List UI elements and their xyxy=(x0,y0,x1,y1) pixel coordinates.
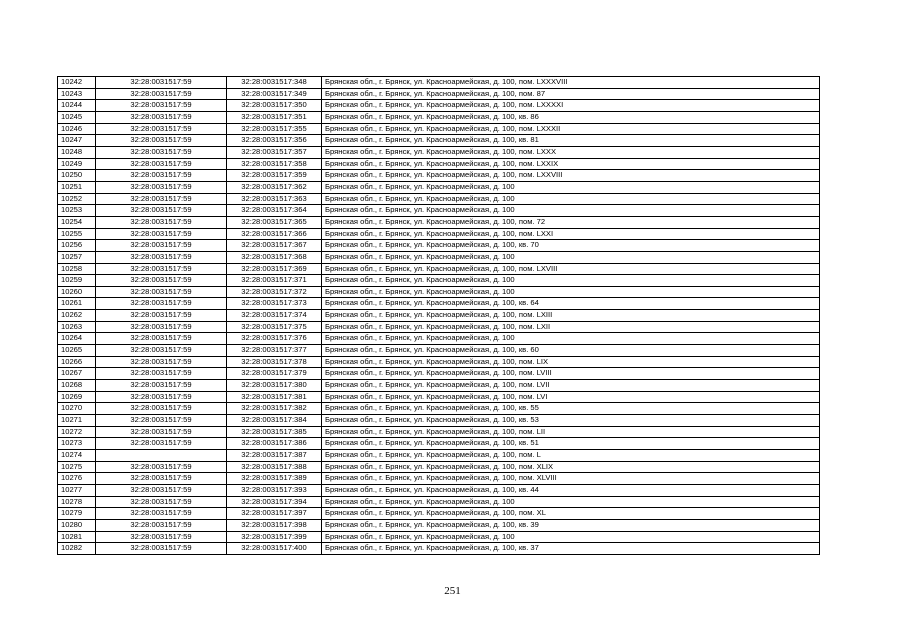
parent-cadastral-cell: 32:28:0031517:59 xyxy=(96,543,227,555)
table-row xyxy=(58,263,820,275)
table-row xyxy=(58,240,820,252)
address-cell: Брянская обл., г. Брянск, ул. Красноармейская, д. 100, кв. 64 xyxy=(322,298,820,310)
cadastral-number-cell: 32:28:0031517:358 xyxy=(227,158,322,170)
parent-cadastral-cell: 32:28:0031517:59 xyxy=(96,170,227,182)
row-number-cell: 10268 xyxy=(58,380,96,392)
page-number: 251 xyxy=(444,585,461,597)
row-number-cell: 10261 xyxy=(58,298,96,310)
cadastral-number-cell: 32:28:0031517:379 xyxy=(227,368,322,380)
parent-cadastral-cell: 32:28:0031517:59 xyxy=(96,519,227,531)
row-number-cell: 10269 xyxy=(58,391,96,403)
row-number-cell: 10258 xyxy=(58,263,96,275)
parent-cadastral-cell: 32:28:0031517:59 xyxy=(96,158,227,170)
address-cell: Брянская обл., г. Брянск, ул. Красноармейская, д. 100, пом. 87 xyxy=(322,88,820,100)
row-number-cell: 10267 xyxy=(58,368,96,380)
cadastral-number-cell: 32:28:0031517:386 xyxy=(227,438,322,450)
table-row xyxy=(58,100,820,112)
table-row xyxy=(58,496,820,508)
cadastral-number-cell: 32:28:0031517:348 xyxy=(227,77,322,89)
address-cell: Брянская обл., г. Брянск, ул. Красноармейская, д. 100, пом. LIX xyxy=(322,356,820,368)
table-row xyxy=(58,368,820,380)
row-number-cell: 10272 xyxy=(58,426,96,438)
cadastral-number-cell: 32:28:0031517:359 xyxy=(227,170,322,182)
address-cell: Брянская обл., г. Брянск, ул. Красноармейская, д. 100 xyxy=(322,286,820,298)
address-cell: Брянская обл., г. Брянск, ул. Красноармейская, д. 100 xyxy=(322,531,820,543)
address-cell: Брянская обл., г. Брянск, ул. Красноармейская, д. 100, пом. LXII xyxy=(322,321,820,333)
address-cell: Брянская обл., г. Брянск, ул. Красноармейская, д. 100, кв. 55 xyxy=(322,403,820,415)
parent-cadastral-cell: 32:28:0031517:59 xyxy=(96,473,227,485)
cadastral-number-cell: 32:28:0031517:350 xyxy=(227,100,322,112)
parent-cadastral-cell: 32:28:0031517:59 xyxy=(96,135,227,147)
cadastral-number-cell: 32:28:0031517:380 xyxy=(227,380,322,392)
table-row xyxy=(58,403,820,415)
row-number-cell: 10281 xyxy=(58,531,96,543)
table-row xyxy=(58,158,820,170)
parent-cadastral-cell: 32:28:0031517:59 xyxy=(96,111,227,123)
cadastral-number-cell: 32:28:0031517:362 xyxy=(227,181,322,193)
row-number-cell: 10264 xyxy=(58,333,96,345)
table-row xyxy=(58,123,820,135)
parent-cadastral-cell: 32:28:0031517:59 xyxy=(96,228,227,240)
cadastral-number-cell: 32:28:0031517:389 xyxy=(227,473,322,485)
cadastral-number-cell: 32:28:0031517:381 xyxy=(227,391,322,403)
table-row xyxy=(58,310,820,322)
row-number-cell: 10275 xyxy=(58,461,96,473)
row-number-cell: 10278 xyxy=(58,496,96,508)
address-cell: Брянская обл., г. Брянск, ул. Красноармейская, д. 100, пом. LXXX xyxy=(322,146,820,158)
cadastral-number-cell: 32:28:0031517:371 xyxy=(227,275,322,287)
table-row xyxy=(58,415,820,427)
row-number-cell: 10270 xyxy=(58,403,96,415)
table-row xyxy=(58,473,820,485)
cadastral-number-cell: 32:28:0031517:385 xyxy=(227,426,322,438)
row-number-cell: 10244 xyxy=(58,100,96,112)
row-number-cell: 10250 xyxy=(58,170,96,182)
row-number-cell: 10276 xyxy=(58,473,96,485)
parent-cadastral-cell: 32:28:0031517:59 xyxy=(96,77,227,89)
table-body xyxy=(58,77,820,555)
address-cell: Брянская обл., г. Брянск, ул. Красноармейская, д. 100, кв. 37 xyxy=(322,543,820,555)
table-row xyxy=(58,251,820,263)
table-row xyxy=(58,298,820,310)
table-row xyxy=(58,77,820,89)
cadastral-number-cell: 32:28:0031517:351 xyxy=(227,111,322,123)
cadastral-number-cell: 32:28:0031517:373 xyxy=(227,298,322,310)
parent-cadastral-cell: 32:28:0031517:59 xyxy=(96,345,227,357)
parent-cadastral-cell xyxy=(96,450,227,462)
table-row xyxy=(58,205,820,217)
parent-cadastral-cell: 32:28:0031517:59 xyxy=(96,391,227,403)
address-cell: Брянская обл., г. Брянск, ул. Красноармейская, д. 100 xyxy=(322,333,820,345)
parent-cadastral-cell: 32:28:0031517:59 xyxy=(96,403,227,415)
address-cell: Брянская обл., г. Брянск, ул. Красноармейская, д. 100, пом. LXVIII xyxy=(322,263,820,275)
address-cell: Брянская обл., г. Брянск, ул. Красноармейская, д. 100 xyxy=(322,205,820,217)
parent-cadastral-cell: 32:28:0031517:59 xyxy=(96,438,227,450)
table-row xyxy=(58,426,820,438)
cadastral-number-cell: 32:28:0031517:393 xyxy=(227,484,322,496)
row-number-cell: 10248 xyxy=(58,146,96,158)
parent-cadastral-cell: 32:28:0031517:59 xyxy=(96,496,227,508)
table-row xyxy=(58,146,820,158)
parent-cadastral-cell: 32:28:0031517:59 xyxy=(96,275,227,287)
cadastral-number-cell: 32:28:0031517:399 xyxy=(227,531,322,543)
row-number-cell: 10273 xyxy=(58,438,96,450)
row-number-cell: 10262 xyxy=(58,310,96,322)
table-row xyxy=(58,380,820,392)
table-row xyxy=(58,111,820,123)
row-number-cell: 10280 xyxy=(58,519,96,531)
address-cell: Брянская обл., г. Брянск, ул. Красноармейская, д. 100, пом. XLVIII xyxy=(322,473,820,485)
address-cell: Брянская обл., г. Брянск, ул. Красноармейская, д. 100, пом. LXXXVIII xyxy=(322,77,820,89)
table-row xyxy=(58,484,820,496)
parent-cadastral-cell: 32:28:0031517:59 xyxy=(96,251,227,263)
cadastral-number-cell: 32:28:0031517:374 xyxy=(227,310,322,322)
address-cell: Брянская обл., г. Брянск, ул. Красноармейская, д. 100, кв. 81 xyxy=(322,135,820,147)
address-cell: Брянская обл., г. Брянск, ул. Красноармейская, д. 100, кв. 44 xyxy=(322,484,820,496)
row-number-cell: 10282 xyxy=(58,543,96,555)
parent-cadastral-cell: 32:28:0031517:59 xyxy=(96,426,227,438)
row-number-cell: 10263 xyxy=(58,321,96,333)
cadastral-number-cell: 32:28:0031517:382 xyxy=(227,403,322,415)
row-number-cell: 10242 xyxy=(58,77,96,89)
address-cell: Брянская обл., г. Брянск, ул. Красноармейская, д. 100, кв. 70 xyxy=(322,240,820,252)
row-number-cell: 10251 xyxy=(58,181,96,193)
table-row xyxy=(58,531,820,543)
row-number-cell: 10279 xyxy=(58,508,96,520)
parent-cadastral-cell: 32:28:0031517:59 xyxy=(96,123,227,135)
cadastral-number-cell: 32:28:0031517:394 xyxy=(227,496,322,508)
cadastral-number-cell: 32:28:0031517:368 xyxy=(227,251,322,263)
cadastral-number-cell: 32:28:0031517:363 xyxy=(227,193,322,205)
table-row xyxy=(58,438,820,450)
table-row xyxy=(58,286,820,298)
address-cell: Брянская обл., г. Брянск, ул. Красноармейская, д. 100, пом. 72 xyxy=(322,216,820,228)
table-row xyxy=(58,170,820,182)
parent-cadastral-cell: 32:28:0031517:59 xyxy=(96,100,227,112)
table-row xyxy=(58,543,820,555)
row-number-cell: 10252 xyxy=(58,193,96,205)
parent-cadastral-cell: 32:28:0031517:59 xyxy=(96,240,227,252)
cadastral-number-cell: 32:28:0031517:384 xyxy=(227,415,322,427)
table-row xyxy=(58,519,820,531)
cadastral-number-cell: 32:28:0031517:387 xyxy=(227,450,322,462)
table-row xyxy=(58,88,820,100)
row-number-cell: 10247 xyxy=(58,135,96,147)
parent-cadastral-cell: 32:28:0031517:59 xyxy=(96,310,227,322)
address-cell: Брянская обл., г. Брянск, ул. Красноармейская, д. 100, пом. LXIII xyxy=(322,310,820,322)
cadastral-number-cell: 32:28:0031517:356 xyxy=(227,135,322,147)
parent-cadastral-cell: 32:28:0031517:59 xyxy=(96,368,227,380)
table-row xyxy=(58,333,820,345)
parent-cadastral-cell: 32:28:0031517:59 xyxy=(96,380,227,392)
parent-cadastral-cell: 32:28:0031517:59 xyxy=(96,484,227,496)
parent-cadastral-cell: 32:28:0031517:59 xyxy=(96,356,227,368)
row-number-cell: 10253 xyxy=(58,205,96,217)
address-cell: Брянская обл., г. Брянск, ул. Красноармейская, д. 100, пом. LVI xyxy=(322,391,820,403)
row-number-cell: 10255 xyxy=(58,228,96,240)
table-row xyxy=(58,461,820,473)
row-number-cell: 10254 xyxy=(58,216,96,228)
address-cell: Брянская обл., г. Брянск, ул. Красноармейская, д. 100, пом. LVII xyxy=(322,380,820,392)
cadastral-number-cell: 32:28:0031517:349 xyxy=(227,88,322,100)
address-cell: Брянская обл., г. Брянск, ул. Красноармейская, д. 100 xyxy=(322,181,820,193)
parent-cadastral-cell: 32:28:0031517:59 xyxy=(96,146,227,158)
table-row xyxy=(58,345,820,357)
row-number-cell: 10249 xyxy=(58,158,96,170)
address-cell: Брянская обл., г. Брянск, ул. Красноармейская, д. 100, пом. L xyxy=(322,450,820,462)
address-cell: Брянская обл., г. Брянск, ул. Красноармейская, д. 100, пом. LXXVIII xyxy=(322,170,820,182)
parent-cadastral-cell: 32:28:0031517:59 xyxy=(96,88,227,100)
parent-cadastral-cell: 32:28:0031517:59 xyxy=(96,216,227,228)
parent-cadastral-cell: 32:28:0031517:59 xyxy=(96,181,227,193)
address-cell: Брянская обл., г. Брянск, ул. Красноармейская, д. 100, пом. XL xyxy=(322,508,820,520)
row-number-cell: 10260 xyxy=(58,286,96,298)
cadastral-number-cell: 32:28:0031517:364 xyxy=(227,205,322,217)
address-cell: Брянская обл., г. Брянск, ул. Красноармейская, д. 100, пом. LXXI xyxy=(322,228,820,240)
cadastral-number-cell: 32:28:0031517:388 xyxy=(227,461,322,473)
parent-cadastral-cell: 32:28:0031517:59 xyxy=(96,415,227,427)
cadastral-number-cell: 32:28:0031517:375 xyxy=(227,321,322,333)
cadastral-number-cell: 32:28:0031517:376 xyxy=(227,333,322,345)
row-number-cell: 10277 xyxy=(58,484,96,496)
cadastral-number-cell: 32:28:0031517:357 xyxy=(227,146,322,158)
cadastral-number-cell: 32:28:0031517:355 xyxy=(227,123,322,135)
cadastral-number-cell: 32:28:0031517:367 xyxy=(227,240,322,252)
table-row xyxy=(58,181,820,193)
table-row xyxy=(58,391,820,403)
address-cell: Брянская обл., г. Брянск, ул. Красноармейская, д. 100, пом. XLIX xyxy=(322,461,820,473)
parent-cadastral-cell: 32:28:0031517:59 xyxy=(96,298,227,310)
parent-cadastral-cell: 32:28:0031517:59 xyxy=(96,321,227,333)
address-cell: Брянская обл., г. Брянск, ул. Красноармейская, д. 100 xyxy=(322,496,820,508)
parent-cadastral-cell: 32:28:0031517:59 xyxy=(96,531,227,543)
table-row xyxy=(58,135,820,147)
address-cell: Брянская обл., г. Брянск, ул. Красноармейская, д. 100, пом. LXXXII xyxy=(322,123,820,135)
parent-cadastral-cell: 32:28:0031517:59 xyxy=(96,205,227,217)
address-cell: Брянская обл., г. Брянск, ул. Красноармейская, д. 100 xyxy=(322,251,820,263)
parent-cadastral-cell: 32:28:0031517:59 xyxy=(96,461,227,473)
row-number-cell: 10274 xyxy=(58,450,96,462)
row-number-cell: 10243 xyxy=(58,88,96,100)
address-cell: Брянская обл., г. Брянск, ул. Красноармейская, д. 100, кв. 53 xyxy=(322,415,820,427)
address-cell: Брянская обл., г. Брянск, ул. Красноармейская, д. 100, кв. 51 xyxy=(322,438,820,450)
parent-cadastral-cell: 32:28:0031517:59 xyxy=(96,263,227,275)
address-cell: Брянская обл., г. Брянск, ул. Красноармейская, д. 100, кв. 60 xyxy=(322,345,820,357)
address-cell: Брянская обл., г. Брянск, ул. Красноармейская, д. 100 xyxy=(322,275,820,287)
cadastral-number-cell: 32:28:0031517:365 xyxy=(227,216,322,228)
row-number-cell: 10266 xyxy=(58,356,96,368)
cadastral-number-cell: 32:28:0031517:366 xyxy=(227,228,322,240)
row-number-cell: 10246 xyxy=(58,123,96,135)
table-row xyxy=(58,228,820,240)
cadastral-number-cell: 32:28:0031517:397 xyxy=(227,508,322,520)
table-row xyxy=(58,275,820,287)
parent-cadastral-cell: 32:28:0031517:59 xyxy=(96,286,227,298)
cadastral-number-cell: 32:28:0031517:369 xyxy=(227,263,322,275)
address-cell: Брянская обл., г. Брянск, ул. Красноармейская, д. 100, кв. 39 xyxy=(322,519,820,531)
table-row xyxy=(58,193,820,205)
row-number-cell: 10257 xyxy=(58,251,96,263)
row-number-cell: 10256 xyxy=(58,240,96,252)
cadastral-number-cell: 32:28:0031517:377 xyxy=(227,345,322,357)
parent-cadastral-cell: 32:28:0031517:59 xyxy=(96,193,227,205)
address-cell: Брянская обл., г. Брянск, ул. Красноармейская, д. 100, кв. 86 xyxy=(322,111,820,123)
cadastral-number-cell: 32:28:0031517:400 xyxy=(227,543,322,555)
address-cell: Брянская обл., г. Брянск, ул. Красноармейская, д. 100, пом. LVIII xyxy=(322,368,820,380)
table-row xyxy=(58,356,820,368)
address-cell: Брянская обл., г. Брянск, ул. Красноармейская, д. 100 xyxy=(322,193,820,205)
row-number-cell: 10271 xyxy=(58,415,96,427)
data-table xyxy=(57,76,820,555)
cadastral-number-cell: 32:28:0031517:372 xyxy=(227,286,322,298)
parent-cadastral-cell: 32:28:0031517:59 xyxy=(96,333,227,345)
parent-cadastral-cell: 32:28:0031517:59 xyxy=(96,508,227,520)
table-row xyxy=(58,216,820,228)
row-number-cell: 10259 xyxy=(58,275,96,287)
table-row xyxy=(58,450,820,462)
cadastral-number-cell: 32:28:0031517:378 xyxy=(227,356,322,368)
row-number-cell: 10245 xyxy=(58,111,96,123)
address-cell: Брянская обл., г. Брянск, ул. Красноармейская, д. 100, пом. LXXXXI xyxy=(322,100,820,112)
row-number-cell: 10265 xyxy=(58,345,96,357)
table-row xyxy=(58,321,820,333)
table-row xyxy=(58,508,820,520)
address-cell: Брянская обл., г. Брянск, ул. Красноармейская, д. 100, пом. LII xyxy=(322,426,820,438)
cadastral-number-cell: 32:28:0031517:398 xyxy=(227,519,322,531)
address-cell: Брянская обл., г. Брянск, ул. Красноармейская, д. 100, пом. LXXIX xyxy=(322,158,820,170)
